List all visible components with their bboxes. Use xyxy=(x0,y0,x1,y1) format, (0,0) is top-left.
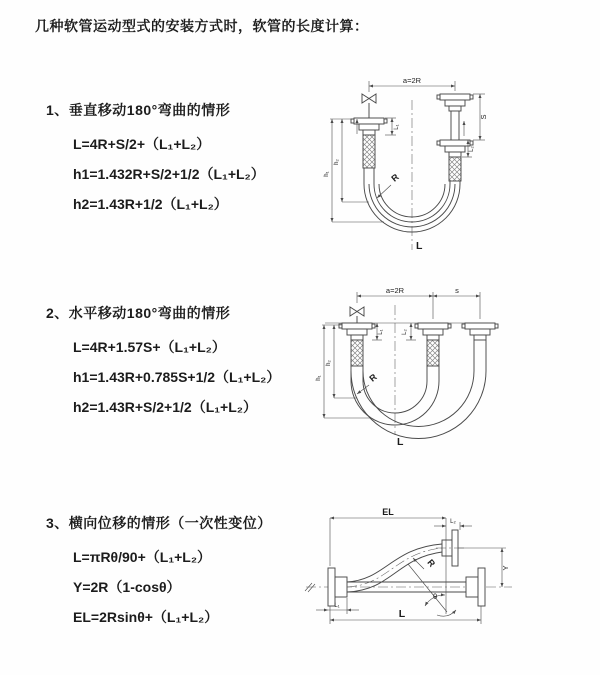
formula: L=πRθ/90+（L₁+L₂） xyxy=(73,549,212,565)
length-label: L xyxy=(397,436,404,448)
dim-label-l1: L₁ xyxy=(378,329,384,335)
formula: h2=1.43R+1/2（L₁+L₂） xyxy=(73,196,228,212)
formula: h2=1.43R+S/2+1/2（L₁+L₂） xyxy=(73,399,257,415)
flange-original-right xyxy=(466,568,485,606)
dim-label-h1: h₁ xyxy=(316,375,322,381)
diagram-horizontal-180-bend xyxy=(310,283,600,458)
valve-icon xyxy=(362,94,376,118)
radius-label: R xyxy=(389,171,401,184)
dim-label-l2: L₂ xyxy=(469,146,475,152)
dim-label-l2: L₂ xyxy=(402,329,408,335)
pipe-end-moved xyxy=(462,323,498,371)
dim-a2r xyxy=(369,76,455,92)
dim-label-l1: L₁ xyxy=(394,124,400,130)
angle-label: θ xyxy=(433,592,438,601)
moving-pipe-end xyxy=(437,94,473,184)
dim-l2 xyxy=(434,519,472,530)
angle-theta xyxy=(408,564,456,616)
section-1 xyxy=(46,100,346,219)
dim-label-y: Y xyxy=(501,565,510,571)
dim-label-h1: h₁ xyxy=(324,171,330,177)
formula: L=4R+S/2+（L₁+L₂） xyxy=(73,136,211,152)
formula: EL=2Rsinθ+（L₁+L₂） xyxy=(73,609,219,625)
dim-l1 xyxy=(316,598,359,614)
radius-callout xyxy=(357,371,379,394)
dim-label-s: s xyxy=(455,286,459,295)
formula: Y=2R（1-cosθ） xyxy=(73,579,181,595)
hose-displaced-position xyxy=(347,544,442,592)
section-2-heading: 2、水平移动180°弯曲的情形 xyxy=(46,305,231,321)
diagram-vertical-180-bend xyxy=(312,72,592,262)
dim-label-h2: h₂ xyxy=(334,159,340,165)
valve-icon xyxy=(350,307,364,323)
dim-l2 xyxy=(402,323,416,340)
length-label: L xyxy=(416,240,423,252)
length-label: L xyxy=(398,608,406,620)
fixed-pipe-end xyxy=(339,323,375,381)
page-title: 几种软管运动型式的安装方式时，软管的长度计算： xyxy=(35,18,369,34)
formula: h1=1.432R+S/2+1/2（L₁+L₂） xyxy=(73,166,265,182)
dim-label-l2: L₂ xyxy=(450,519,456,525)
dim-label-l1: L₁ xyxy=(334,603,340,609)
dim-label-s: S xyxy=(479,114,488,120)
centerline-break-mark xyxy=(305,583,315,592)
formula: h1=1.43R+0.785S+1/2（L₁+L₂） xyxy=(73,369,281,385)
dim-label-a2r: a=2R xyxy=(402,76,422,85)
diagram-lateral-displacement xyxy=(300,502,600,652)
formula: L=4R+1.57S+（L₁+L₂） xyxy=(73,339,226,355)
dim-s xyxy=(473,94,488,140)
radius-label: R xyxy=(367,371,379,384)
section-2 xyxy=(46,303,346,422)
fixed-pipe-end xyxy=(351,118,387,184)
dim-label-el: EL xyxy=(382,507,394,517)
radius-label: R xyxy=(425,557,438,569)
dim-l xyxy=(330,606,481,624)
section-1-heading: 1、垂直移动180°弯曲的情形 xyxy=(46,102,231,118)
dim-label-h2: h₂ xyxy=(326,360,332,366)
dim-label-a2r: a=2R xyxy=(385,286,405,295)
dim-a2r xyxy=(357,286,480,319)
pipe-end-original xyxy=(415,323,451,381)
section-3-heading: 3、横向位移的情形（一次性变位） xyxy=(46,515,272,531)
fixed-flange-left xyxy=(328,568,347,606)
